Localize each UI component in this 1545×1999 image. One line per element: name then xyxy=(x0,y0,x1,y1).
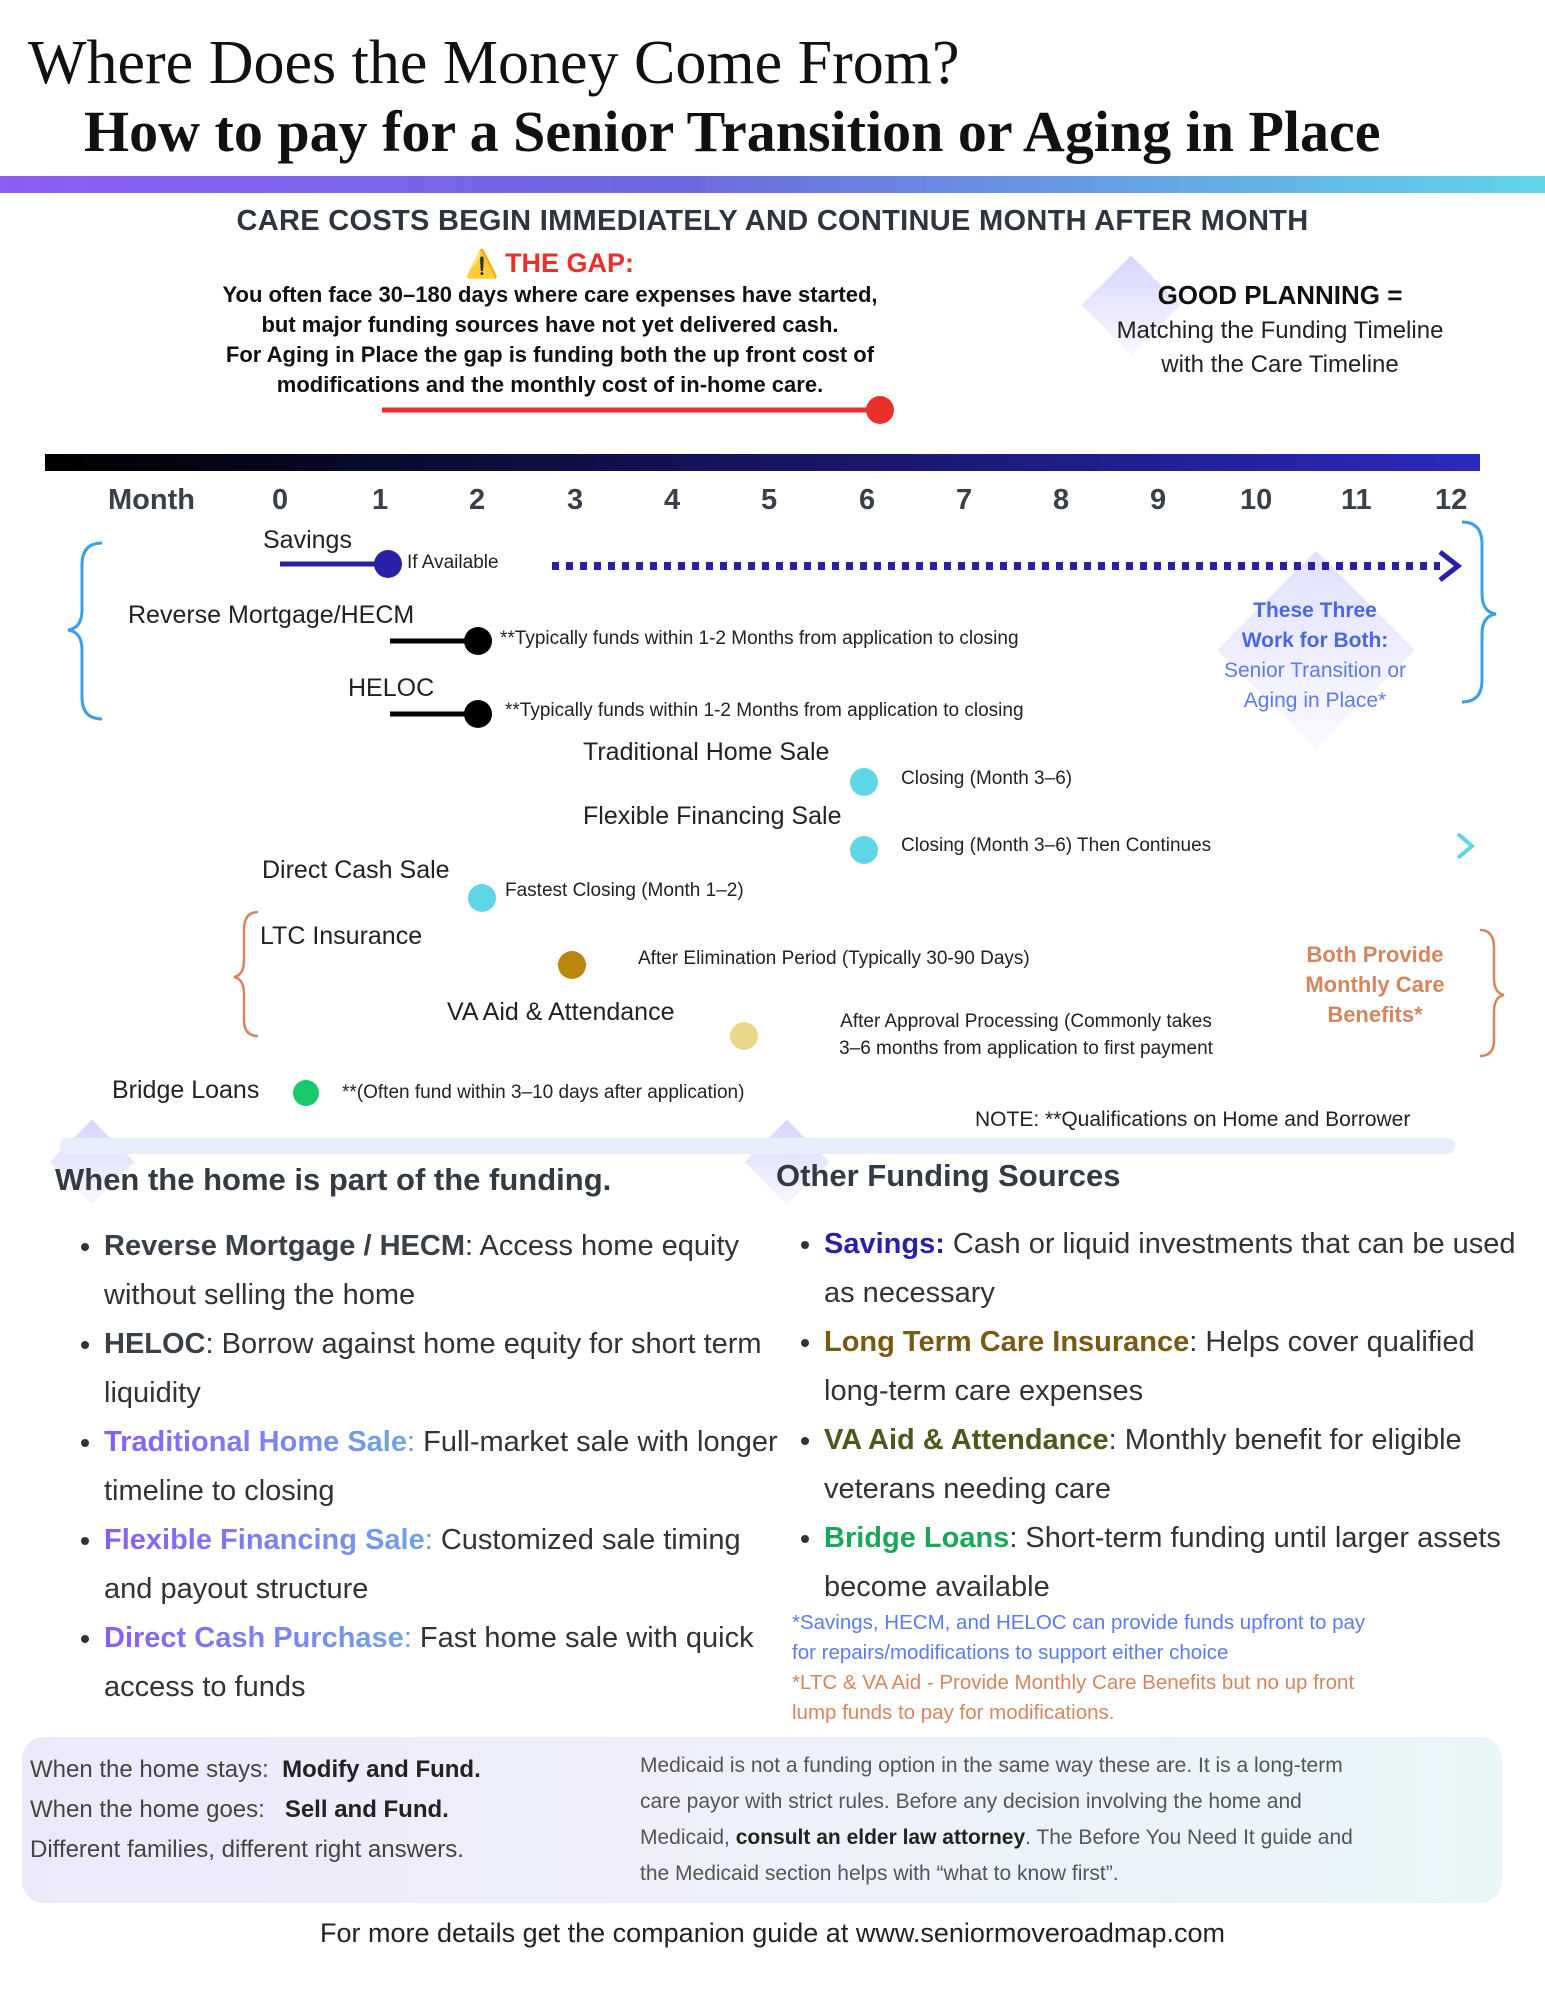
families-line: Different families, different right answers. xyxy=(30,1836,464,1863)
stays-line: When the home stays: Modify and Fund. xyxy=(30,1756,481,1783)
other-list xyxy=(800,1220,1520,1612)
home-funding-list xyxy=(80,1222,780,1712)
both-provide-line-1: Both Provide xyxy=(1306,942,1444,967)
list-item-separator: : xyxy=(205,1328,214,1360)
gap-end-dot xyxy=(866,396,894,424)
ltc-label: LTC Insurance xyxy=(260,922,423,950)
list-item-separator: : xyxy=(465,1230,474,1262)
goes-line: When the home goes: Sell and Fund. xyxy=(30,1796,449,1823)
right-brace xyxy=(1462,522,1496,702)
traditional-sale-label: Traditional Home Sale xyxy=(583,738,830,766)
direct-cash-dot xyxy=(468,884,496,912)
list-item-description: : Short-term funding until larger assets become available xyxy=(824,1522,1501,1603)
heloc-note: **Typically funds within 1-2 Months from application to closing xyxy=(505,700,1024,721)
list-item-term: Savings: xyxy=(824,1228,945,1260)
list-item-description: Access home equity without selling the home xyxy=(104,1230,740,1311)
list-item-description: Customized sale timing and payout structure xyxy=(104,1524,741,1605)
list-item xyxy=(104,1222,780,1320)
title-line-1: Where Does the Money Come From? xyxy=(28,29,960,97)
good-planning-line-2: with the Care Timeline xyxy=(1161,351,1399,378)
reverse-mortgage-label: Reverse Mortgage/HECM xyxy=(128,601,415,629)
list-item-description: : Helps cover qualified long-term care expenses xyxy=(824,1326,1475,1407)
gap-line-1: You often face 30–180 days where care expenses have started, xyxy=(222,282,878,307)
month-tick: 6 xyxy=(859,484,876,516)
list-item xyxy=(824,1514,1520,1612)
list-item xyxy=(104,1418,780,1516)
savings-note: If Available xyxy=(407,552,499,573)
list-item-term: VA Aid & Attendance xyxy=(824,1424,1109,1456)
list-item-separator: : xyxy=(406,1426,416,1458)
other-funding-list xyxy=(800,1220,1520,1612)
list-item-description: Borrow against home equity for short term liquidity xyxy=(104,1328,762,1409)
footer-companion-guide: For more details get the companion guide at www.seniormoveroadmap.com xyxy=(320,1918,1225,1948)
medicaid-note xyxy=(640,1748,1500,1892)
traditional-sale-dot xyxy=(850,768,878,796)
list-item-term: Bridge Loans xyxy=(824,1522,1010,1554)
heloc-dot xyxy=(464,700,492,728)
medicaid-line-4: the Medicaid section helps with “what to know first”. xyxy=(640,1862,1119,1885)
month-axis-label: Month xyxy=(108,484,195,516)
section-divider xyxy=(60,1138,1455,1154)
left-copper-brace xyxy=(234,912,258,1036)
list-item xyxy=(824,1416,1520,1514)
home-section-heading: When the home is part of the funding. xyxy=(55,1162,612,1197)
heloc-label: HELOC xyxy=(348,674,435,702)
list-item-term: Flexible Financing Sale xyxy=(104,1524,425,1556)
month-tick: 11 xyxy=(1341,484,1372,516)
these-three-line-4: Aging in Place* xyxy=(1243,689,1387,712)
ltc-dot xyxy=(558,951,586,979)
list-item-separator: : xyxy=(424,1524,433,1556)
list-item-term: HELOC xyxy=(104,1328,206,1360)
funding-footnotes xyxy=(792,1608,1365,1728)
va-note-line-2: 3–6 months from application to first payment xyxy=(839,1038,1213,1059)
month-tick: 8 xyxy=(1053,484,1070,516)
medicaid-line-3: Medicaid, consult an elder law attorney. The Before You Need It guide and xyxy=(640,1826,1353,1849)
savings-label: Savings xyxy=(263,526,352,554)
left-brace xyxy=(68,543,102,719)
flexible-sale-dot xyxy=(850,836,878,864)
list-item xyxy=(104,1516,780,1614)
month-tick: 0 xyxy=(272,484,289,516)
care-costs-banner: CARE COSTS BEGIN IMMEDIATELY AND CONTINUE MONTH AFTER MONTH xyxy=(236,205,1309,237)
these-three-note xyxy=(1180,596,1450,716)
footnote-upfront-1: *Savings, HECM, and HELOC can provide funds upfront to pay xyxy=(792,1611,1366,1634)
direct-cash-note: Fastest Closing (Month 1–2) xyxy=(505,880,744,901)
list-item xyxy=(824,1220,1520,1318)
home-list xyxy=(80,1222,780,1712)
footnote-monthly-1: *LTC & VA Aid - Provide Monthly Care Benefits but no up front xyxy=(792,1671,1355,1694)
both-provide-line-3: Benefits* xyxy=(1327,1002,1423,1027)
month-tick: 10 xyxy=(1240,484,1273,516)
good-planning-heading: GOOD PLANNING = xyxy=(1157,280,1403,310)
footnote-monthly-2: lump funds to pay for modifications. xyxy=(792,1701,1115,1724)
month-tick: 1 xyxy=(372,484,389,516)
list-item-description: : Monthly benefit for eligible veterans needing care xyxy=(824,1424,1462,1505)
traditional-sale-note: Closing (Month 3–6) xyxy=(901,768,1073,789)
good-planning-line-1: Matching the Funding Timeline xyxy=(1116,317,1444,344)
month-tick: 4 xyxy=(664,484,681,516)
list-item-separator: : xyxy=(403,1622,412,1654)
list-item-term: Traditional Home Sale xyxy=(104,1426,407,1458)
gap-heading: THE GAP: xyxy=(505,248,635,278)
footnote-upfront-2: for repairs/modifications to support either choice xyxy=(792,1641,1229,1664)
arrow-right-icon xyxy=(1440,552,1458,580)
list-item xyxy=(104,1320,780,1418)
month-tick: 12 xyxy=(1435,484,1468,516)
list-item-term: Reverse Mortgage / HECM xyxy=(104,1230,465,1262)
savings-dot xyxy=(374,550,402,578)
list-item-term: Direct Cash Purchase xyxy=(104,1622,404,1654)
timeline-axis-bar xyxy=(45,454,1480,471)
reverse-mortgage-note: **Typically funds within 1-2 Months from application to closing xyxy=(500,628,1019,649)
list-item-description: Fast home sale with quick access to funds xyxy=(104,1622,754,1703)
these-three-line-3: Senior Transition or xyxy=(1223,659,1407,682)
other-section-heading: Other Funding Sources xyxy=(776,1158,1121,1193)
va-dot xyxy=(730,1022,758,1050)
these-three-line-1: These Three xyxy=(1253,599,1377,622)
list-item-description: Cash or liquid investments that can be used as necessary xyxy=(824,1228,1516,1309)
month-tick: 5 xyxy=(761,484,778,516)
list-item xyxy=(824,1318,1520,1416)
va-label: VA Aid & Attendance xyxy=(447,998,675,1026)
medicaid-line-1: Medicaid is not a funding option in the same way these are. It is a long-term xyxy=(640,1754,1343,1777)
va-note xyxy=(796,1008,1256,1062)
home-decision-summary xyxy=(30,1750,481,1870)
list-item xyxy=(104,1614,780,1712)
both-provide-note xyxy=(1270,940,1480,1030)
list-item-description: Full-market sale with longer timeline to closing xyxy=(104,1426,778,1507)
bridge-label: Bridge Loans xyxy=(112,1076,260,1104)
gap-line-3: For Aging in Place the gap is funding both the up front cost of xyxy=(225,342,875,367)
ltc-note: After Elimination Period (Typically 30-90 Days) xyxy=(638,948,1030,969)
direct-cash-label: Direct Cash Sale xyxy=(262,856,450,884)
month-tick: 9 xyxy=(1150,484,1167,516)
month-tick: 7 xyxy=(956,484,973,516)
bridge-dot xyxy=(293,1080,319,1106)
title-line-2: How to pay for a Senior Transition or Aging in Place xyxy=(84,99,1381,164)
flexible-sale-label: Flexible Financing Sale xyxy=(583,802,842,830)
gap-line-4: modifications and the monthly cost of in-home care. xyxy=(276,372,824,397)
bridge-note: **(Often fund within 3–10 days after application) xyxy=(342,1082,745,1103)
both-provide-line-2: Monthly Care xyxy=(1305,972,1445,997)
right-copper-brace xyxy=(1480,930,1504,1056)
month-tick: 3 xyxy=(567,484,584,516)
gap-line-2: but major funding sources have not yet delivered cash. xyxy=(261,312,839,337)
arrow-right-icon xyxy=(1458,834,1472,858)
reverse-mortgage-dot xyxy=(464,627,492,655)
qualifications-note: NOTE: **Qualifications on Home and Borrower xyxy=(975,1108,1411,1131)
list-item-term: Long Term Care Insurance xyxy=(824,1326,1190,1358)
warning-icon: ⚠️ xyxy=(465,249,499,279)
medicaid-line-2: care payor with strict rules. Before any decision involving the home and xyxy=(640,1790,1302,1813)
va-note-line-1: After Approval Processing (Commonly takes xyxy=(840,1011,1212,1032)
flexible-sale-note: Closing (Month 3–6) Then Continues xyxy=(901,835,1212,856)
these-three-line-2: Work for Both: xyxy=(1241,629,1389,652)
month-tick: 2 xyxy=(469,484,486,516)
